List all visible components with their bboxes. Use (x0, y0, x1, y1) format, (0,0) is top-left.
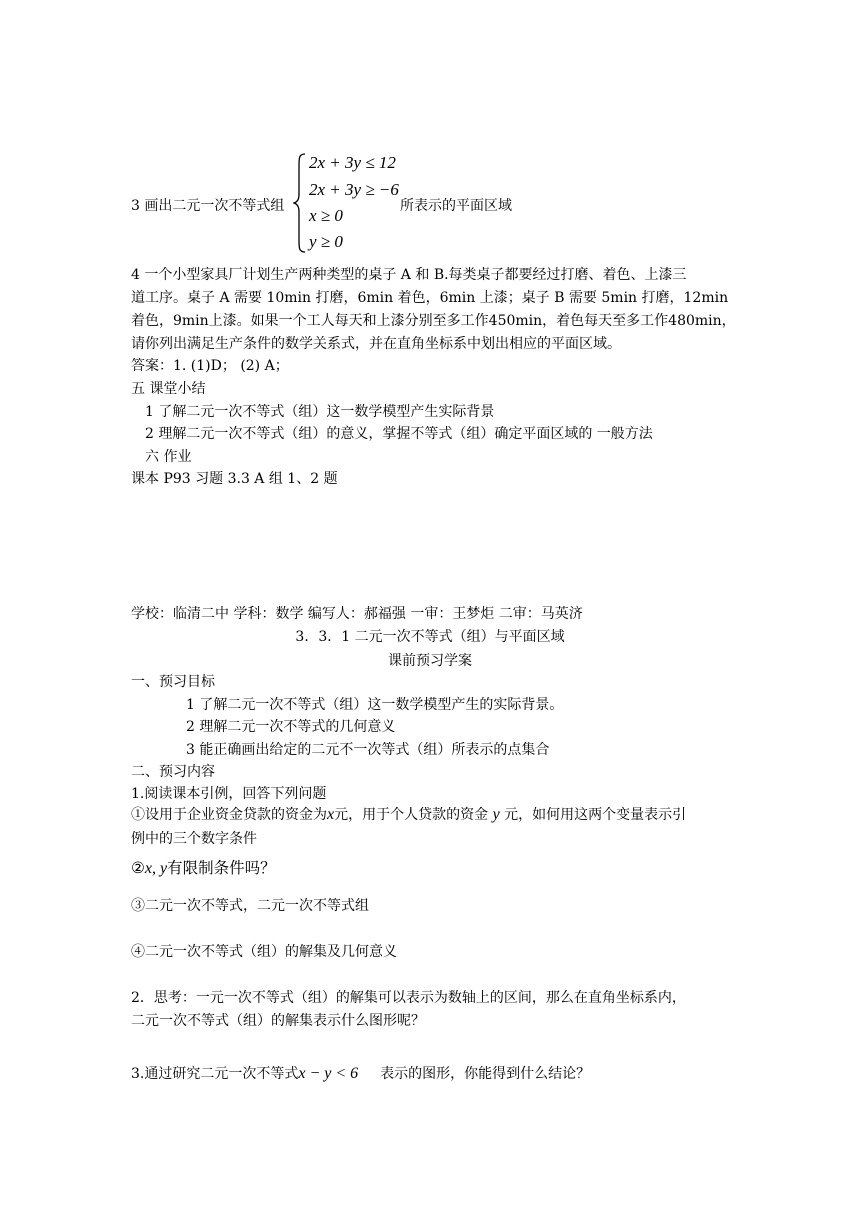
q3b-pre: 3.通过研究二元一次不等式 (131, 1066, 299, 1082)
summary-item-2: 2 理解二元一次不等式（组）的意义，掌握不等式（组）确定平面区域的 一般方法 (145, 426, 653, 442)
c2-post: 有限制条件吗？ (167, 859, 276, 877)
think-line-1: 2．思考：一元一次不等式（组）的解集可以表示为数轴上的区间，那么在直角坐标系内， (131, 990, 686, 1006)
system-brace-icon (293, 152, 307, 254)
goals-heading: 一、预习目标 (131, 674, 215, 690)
header-info: 学校：临清二中 学科：数学 编写人：郝福强 一审：王梦炬 二审：马英济 (131, 606, 583, 622)
section-subtitle: 课前预习学案 (388, 653, 472, 669)
summary-item-1: 1 了解二元一次不等式（组）这一数学模型产生实际背景 (145, 404, 495, 420)
q4-line-1: 4 一个小型家具厂计划生产两种类型的桌子 A 和 B.每类桌子都要经过打磨、着色、上漆三 (131, 267, 687, 283)
content-question-3 (131, 1064, 590, 1084)
inequality-math: x − y < 6 (298, 1065, 359, 1082)
goal-item-2: 2 理解二元一次不等式的几何意义 (186, 719, 396, 735)
homework-text: 课本 P93 习题 3.3 A 组 1、2 题 (131, 471, 338, 487)
section-title: 3．3．1 二元一次不等式（组）与平面区域 (295, 629, 565, 645)
content-item-1: 1.阅读课本引例，回答下列问题 (131, 786, 327, 802)
q3b-post: 表示的图形，你能得到什么结论？ (380, 1066, 591, 1082)
goal-item-3: 3 能正确画出给定的二元不一次等式（组）所表示的点集合 (186, 742, 550, 758)
content-heading: 二、预习内容 (131, 764, 215, 780)
var-xy: x, y (144, 860, 168, 877)
q4-line-4: 请你列出满足生产条件的数学关系式，并在直角坐标系中划出相应的平面区域。 (131, 336, 621, 352)
q3-prefix: 3 画出二元一次不等式组 (131, 198, 285, 214)
var-y: y (492, 806, 500, 823)
system-row-1: 2x + 3y ≤ 12 (309, 153, 396, 172)
content-circle-3: ③二元一次不等式，二元一次不等式组 (131, 898, 369, 914)
c1-post: 元，如何用这两个变量表示引 (504, 807, 687, 823)
content-circle-4: ④二元一次不等式（组）的解集及几何意义 (131, 944, 397, 960)
system-row-2: 2x + 3y ≥ −6 (309, 180, 399, 199)
c1-mid: 元，用于个人贷款的资金 (334, 807, 489, 823)
goal-item-1: 1 了解二元一次不等式（组）这一数学模型产生的实际背景。 (186, 697, 564, 713)
homework-heading: 六 作业 (145, 449, 192, 465)
content-circle-1-line-1 (131, 805, 686, 825)
q4-line-3: 着色，9min上漆。如果一个工人每天和上漆分别至多工作450min，着色每天至多工作480min， (131, 313, 736, 329)
content-circle-2 (131, 858, 276, 879)
think-line-2: 二元一次不等式（组）的解集表示什么图形呢？ (131, 1013, 425, 1029)
var-x: x (327, 806, 335, 823)
system-row-3: x ≥ 0 (309, 206, 343, 225)
c2-pre: ② (131, 859, 145, 877)
c1-pre: ①设用于企业资金贷款的资金为 (131, 807, 327, 823)
q3-suffix: 所表示的平面区域 (400, 198, 512, 214)
content-circle-1-line-2: 例中的三个数字条件 (131, 831, 257, 847)
summary-heading: 五 课堂小结 (131, 381, 206, 397)
q4-line-2: 道工序。桌子 A 需要 10min 打磨，6min 着色，6min 上漆；桌子 B 需要 5min 打磨，12min (131, 290, 729, 306)
system-row-4: y ≥ 0 (309, 232, 343, 251)
answer-line: 答案：1. (1)D； (2) A； (131, 358, 289, 374)
